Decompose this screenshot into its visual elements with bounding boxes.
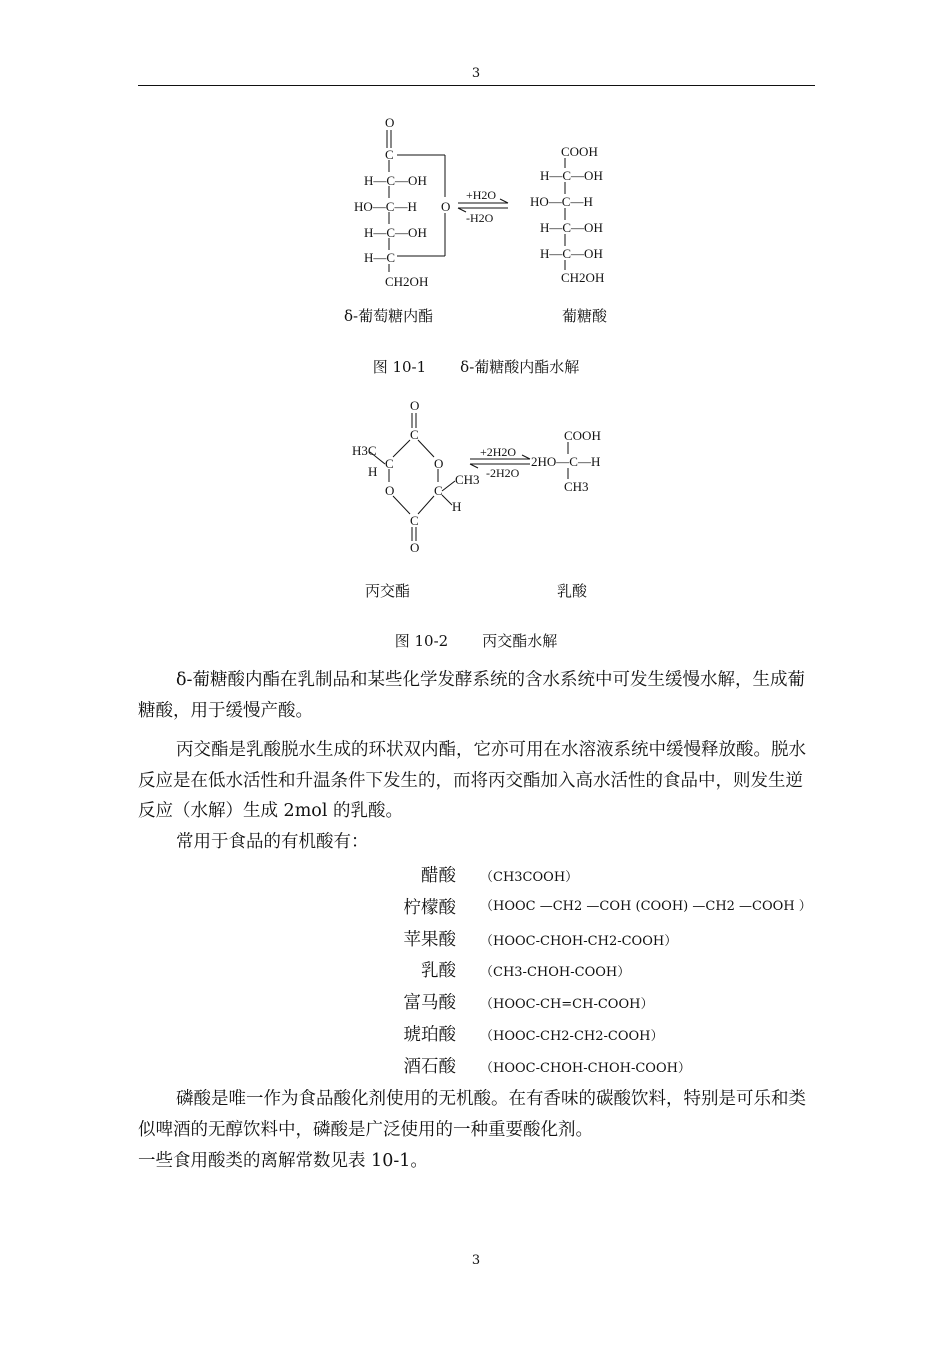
fig1-left-o-top: O	[385, 115, 395, 130]
fig1-left-label: δ-葡萄糖内酯	[344, 307, 434, 325]
fig1-caption-title: δ-葡糖酸内酯水解	[460, 358, 580, 376]
fig1-left-bottom: CH2OH	[385, 274, 429, 289]
fig2-right-label: 乳酸	[557, 582, 588, 600]
paragraph-gdl: δ-葡糖酸内酯在乳制品和某些化学发酵系统的含水系统中可发生缓慢水解，生成葡糖酸，用于缓慢产酸。	[138, 670, 805, 721]
paragraph-phosphoric: 磷酸是唯一作为食品酸化剂使用的无机酸。在有香味的碳酸饮料，特别是可乐和类似啤酒的无醇饮料中，磷酸是广泛使用的一种重要酸化剂。	[138, 1089, 806, 1140]
fig2-ch3: CH3	[455, 472, 480, 487]
acid-formula: （HOOC-CHOH-CHOH-COOH）	[480, 1061, 691, 1076]
figure-1-caption	[0, 356, 952, 377]
acid-name: 乳酸	[421, 961, 456, 981]
paragraph-acids-intro: 常用于食品的有机酸有：	[176, 832, 369, 852]
fig2-left-label: 丙交酯	[365, 582, 411, 600]
fig1-right-row3: HO—C—H	[530, 194, 593, 209]
fig1-right-row5: H—C—OH	[540, 246, 603, 261]
acid-name: 富马酸	[403, 993, 456, 1013]
fig2-arrow-bottom: -2H2O	[486, 466, 520, 480]
fig2-caption-number: 图 10-2	[394, 632, 449, 650]
fig2-h-left: H	[368, 464, 378, 479]
figure-2-structures	[0, 395, 952, 575]
figure-2-caption	[0, 630, 952, 651]
fig1-left-ring-o: O	[441, 199, 451, 214]
fig1-left-row4: H—C—OH	[364, 225, 427, 240]
fig2-c-top: C	[410, 427, 419, 442]
fig2-product-middle: 2HO—C—H	[531, 454, 601, 469]
acid-name: 醋酸	[421, 866, 456, 886]
fig2-o-top: O	[410, 398, 420, 413]
acid-formula: （HOOC-CHOH-CH2-COOH）	[480, 934, 678, 949]
fig1-right-row4: H—C—OH	[540, 220, 603, 235]
fig1-left-row3: HO—C—H	[354, 199, 417, 214]
header-rule	[138, 85, 815, 86]
acid-formula: （HOOC —CH2 —COH (COOH) —CH2 —COOH ）	[480, 899, 812, 914]
fig1-left-c1: C	[385, 147, 394, 162]
acid-name: 酒石酸	[403, 1057, 456, 1077]
fig2-c-right: C	[434, 483, 443, 498]
fig1-left-row5: H—C	[364, 250, 396, 265]
paragraph-lactide: 丙交酯是乳酸脱水生成的环状双内酯，它亦可用在水溶液系统中缓慢释放酸。脱水反应是在低水活性和升温条件下发生的，而将丙交酯加入高水活性的食品中，则发生逆反应（水解）生成 2mol 的乳酸。	[138, 740, 806, 821]
acid-formula: （HOOC-CH=CH-COOH）	[480, 997, 654, 1012]
fig2-arrow-top: +2H2O	[480, 445, 517, 459]
fig2-h3c: H3C	[352, 443, 377, 458]
fig1-arrow-bottom: -H2O	[466, 211, 494, 225]
fig1-right-row2: H—C—OH	[540, 168, 603, 183]
fig1-right-top: COOH	[561, 144, 598, 159]
acid-name: 苹果酸	[403, 930, 456, 950]
fig2-c-bottom: C	[410, 513, 419, 528]
fig1-left-row2: H—C—OH	[364, 173, 427, 188]
footer-page-number: 3	[471, 1253, 481, 1268]
fig1-right-label: 葡糖酸	[562, 307, 608, 325]
header-page-number: 3	[471, 66, 481, 81]
fig2-o-bottom: O	[410, 540, 420, 555]
paragraph-table-ref: 一些食用酸类的离解常数见表 10-1。	[138, 1151, 428, 1171]
fig2-c-left: C	[385, 456, 394, 471]
fig2-o-right: O	[434, 456, 444, 471]
acid-formula: （CH3COOH）	[480, 870, 579, 885]
acid-name: 琥珀酸	[403, 1025, 456, 1045]
fig1-caption-number: 图 10-1	[372, 358, 427, 376]
fig1-right-bottom: CH2OH	[561, 270, 605, 285]
fig2-caption-title: 丙交酯水解	[482, 632, 558, 650]
fig2-o-left: O	[385, 483, 395, 498]
acid-name: 柠檬酸	[403, 898, 456, 918]
acid-formula: （CH3-CHOH-COOH）	[480, 965, 631, 980]
fig2-product-bottom: CH3	[564, 479, 589, 494]
fig1-arrow-top: +H2O	[466, 188, 497, 202]
acid-formula: （HOOC-CH2-CH2-COOH）	[480, 1029, 664, 1044]
fig2-h-right: H	[452, 499, 462, 514]
fig2-product-top: COOH	[564, 428, 601, 443]
